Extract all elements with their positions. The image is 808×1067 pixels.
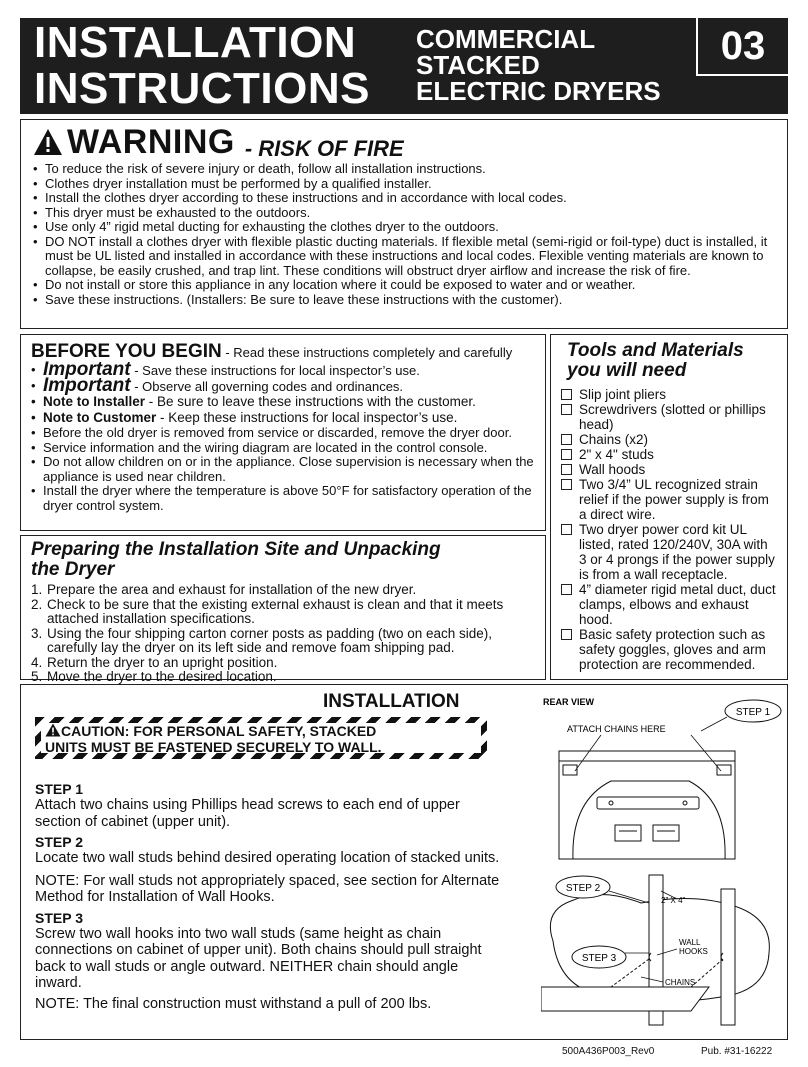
prep-step: 4. Return the dryer to an upright position. [31,654,278,670]
warning-item: • Use only 4” rigid metal ducting for exhausting the clothes dryer to the outdoors. [33,220,775,235]
preparing-steps [31,583,535,685]
warning-heading [33,124,775,162]
caution-triangle-icon [45,723,61,737]
tool-item: Basic safety protection such as safety goggles, gloves and arm protection are recommended. [561,627,777,672]
warning-item: • DO NOT install a clothes dryer with flexible plastic ducting materials. If flexible metal (semi-rigid or foil-type) duct is installed, it must be UL listed and installed in accordance with these instructions and local codes. Flexible venting materials are known to collapse, be easily crushed, and trap lint. These conditions will obstruct dryer airflow and increase the risk of fire. [33,235,775,279]
checkbox-icon [561,464,572,475]
checkbox-icon [561,629,572,640]
stud-size-label: 2" X 4" [661,896,686,905]
tool-item: Wall hoods [561,462,777,477]
warning-item: • Save these instructions. (Installers: Be sure to leave these instructions with the customer). [33,293,775,308]
important-item: • Important - Save these instructions for local inspector’s use. [31,363,535,379]
header-title [34,20,370,112]
before-title: BEFORE YOU BEGIN [31,341,222,362]
note-pull-strength: NOTE: The final construction must withstand a pull of 200 lbs. [35,995,432,1012]
part-number: 500A436P003_Rev0 [562,1046,655,1057]
wall-label: WALL [679,938,701,947]
installation-section [20,684,788,1040]
preparing-section [20,535,546,684]
before-title-note: - Read these instructions completely and carefully [221,345,513,360]
warning-section [20,119,788,329]
important-item: • Important - Observe all governing codes and ordinances. [31,379,535,395]
prep-step: 5. Move the dryer to the desired location. [31,669,277,684]
diagram-step1-label: STEP 1 [735,707,771,718]
warning-item: • Do not install or store this appliance in any location where it could be exposed to water and or weather. [33,278,775,293]
preparing-title: Preparing the Installation Site and Unpacking the Dryer [31,539,441,580]
header-subtitle-line2: STACKED [416,50,540,80]
caution-text [41,723,481,753]
warning-item: • Install the clothes dryer according to these instructions and in accordance with local codes. [33,191,775,206]
checkbox-icon [561,479,572,490]
tool-item: Slip joint pliers [561,387,777,402]
page-number: 03 [696,18,788,76]
note-wall-studs: NOTE: For wall studs not appropriately spaced, see section for Alternate Method for Installation of Wall Hooks. [35,872,500,905]
tool-item: Two 3/4” UL recognized strain relief if the power supply is from a direct wire. [561,477,777,522]
hooks-label: HOOKS [679,947,708,956]
rear-view-label: REAR VIEW [543,697,595,707]
checkbox-icon [561,584,572,595]
tool-item: 4” diameter rigid metal duct, duct clamps, elbows and exhaust hood. [561,582,777,627]
tool-item: Screwdrivers (slotted or phillips head) [561,402,777,432]
before-list [31,359,535,513]
warning-title: WARNING [67,123,235,161]
installation-title: INSTALLATION [323,691,460,712]
note-installer-item: • Note to Installer - Be sure to leave these instructions with the customer. [31,394,535,410]
before-item: • Service information and the wiring diagram are located in the control console. [31,441,535,456]
step1-text: Attach two chains using Phillips head screws to each end of upper section of cabinet (upper unit). [35,797,460,830]
warning-list [33,162,775,307]
tool-item: Chains (x2) [561,432,777,447]
step1-leader [701,717,727,731]
tools-title: Tools and Materials you will need [567,340,744,381]
step3-label: STEP 3 [35,909,83,926]
before-item: • Do not allow children on or in the appliance. Close supervision is necessary when the appliance is used near children. [31,455,535,484]
checkbox-icon [561,404,572,415]
header-title-line2: INSTRUCTIONS [34,64,370,113]
header-title-line1: INSTALLATION [34,18,357,67]
header-subtitle-line1: COMMERCIAL [416,24,596,54]
header-subtitle [416,26,661,104]
checkbox-icon [561,524,572,535]
step2-label: STEP 2 [35,834,83,850]
warning-item: • To reduce the risk of severe injury or death, follow all installation instructions. [33,162,775,177]
diagram-step3-label: STEP 3 [581,953,617,964]
installation-steps [35,781,505,1016]
prep-step: 3. Using the four shipping carton corner posts as padding (two on each side), carefully lay the dryer on its left side and remove foam shipping pad. [31,625,493,655]
tool-item: Two dryer power cord kit UL listed, rated 120/240V, 30A with 3 or 4 prongs if the power supply is from a wall receptacle. [561,522,777,582]
step3-text: Screw two wall hooks into two wall studs (same height as chain connections on cabinet of upper unit). Both chains should pull straight back to wall studs or angle outward. NEITHER chain should angle inward. [35,925,482,991]
dryer-rear-view [559,751,735,859]
note-customer-item: • Note to Customer - Keep these instructions for local inspector’s use. [31,410,535,426]
before-you-begin-section [20,334,546,531]
publication-number: Pub. #31-16222 [701,1046,773,1057]
tools-section [550,334,788,680]
attach-chains-leader-left [575,735,601,771]
checkbox-icon [561,434,572,445]
warning-item: • Clothes dryer installation must be performed by a qualified installer. [33,177,775,192]
step1-label: STEP 1 [35,781,83,797]
chains-label: CHAINS [665,978,696,987]
diagram-step2-label: STEP 2 [565,883,601,894]
attach-chains-label: ATTACH CHAINS HERE [567,724,666,734]
warning-subtitle: - RISK OF FIRE [244,136,404,161]
before-item: • Install the dryer where the temperature is above 50°F for satisfactory operation of the dryer control system. [31,484,535,513]
prep-step: 1. Prepare the area and exhaust for installation of the new dryer. [31,582,417,597]
header-subtitle-line3: ELECTRIC DRYERS [416,76,661,106]
caution-banner [35,717,487,759]
checkbox-icon [561,389,572,400]
step2-text: Locate two wall studs behind desired operating location of stacked units. [35,850,500,866]
caution-line1: CAUTION: FOR PERSONAL SAFETY, STACKED [61,723,377,739]
before-item: • Before the old dryer is removed from service or discarded, remove the dryer door. [31,426,535,441]
warning-item: • This dryer must be exhausted to the outdoors. [33,206,775,221]
page-header [20,18,788,114]
warning-triangle-icon [33,128,63,156]
caution-line2: UNITS MUST BE FASTENED SECURELY TO WALL. [45,739,382,755]
tool-item: 2" x 4" studs [561,447,777,462]
stacking-diagram [541,691,785,1027]
checkbox-icon [561,449,572,460]
prep-step: 2. Check to be sure that the existing external exhaust is clean and that it meets attached installation specifications. [31,596,504,626]
tools-list [561,387,777,672]
